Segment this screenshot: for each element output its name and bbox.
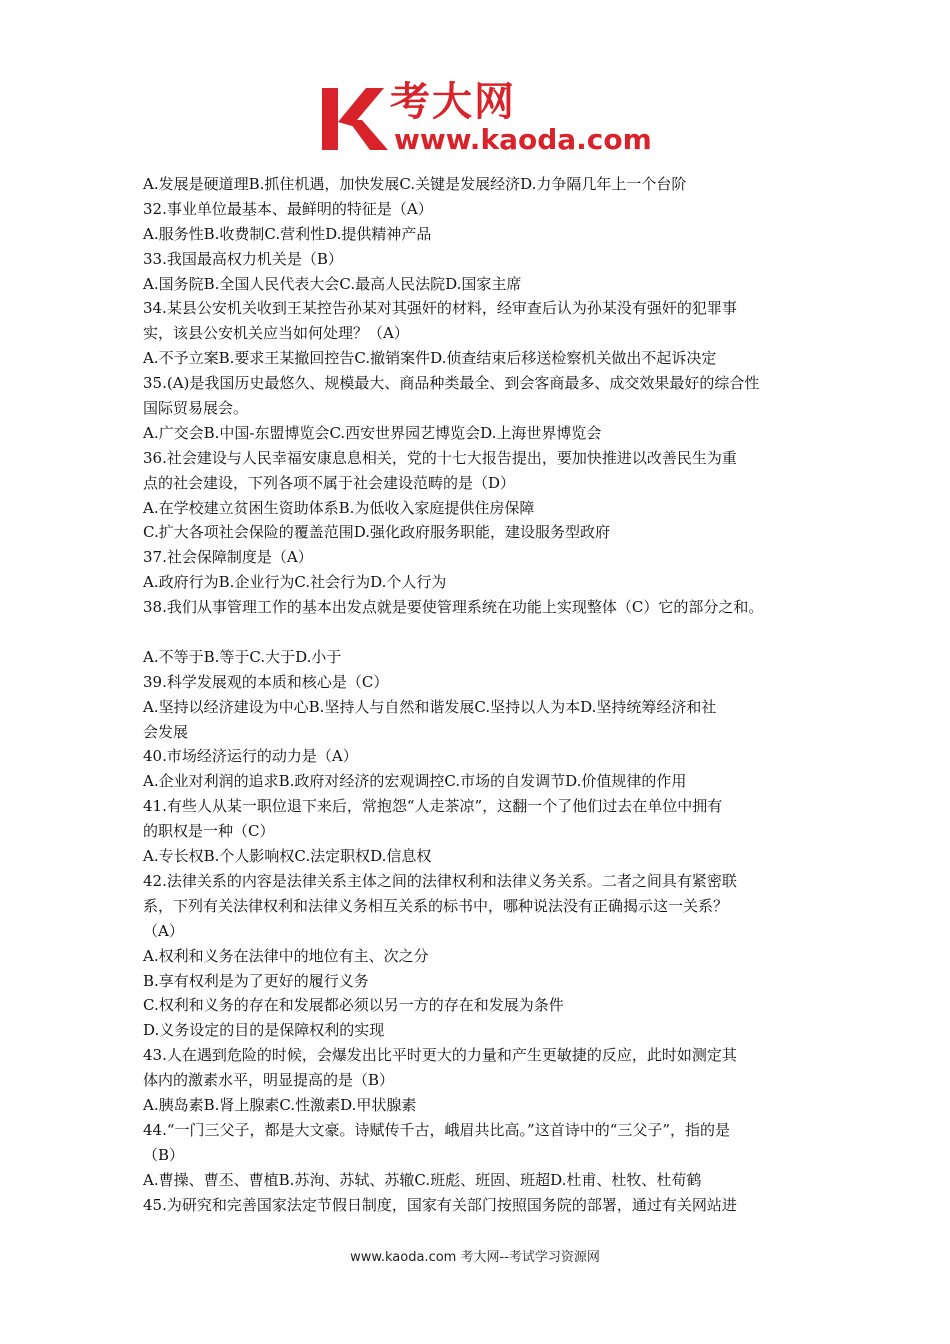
text-line: （A） <box>143 921 184 940</box>
text-line: D.义务设定的目的是保障权利的实现 <box>143 1021 385 1040</box>
text-line: A.曹操、曹丕、曹植B.苏洵、苏轼、苏辙C.班彪、班固、班超D.杜甫、杜牧、杜荀鹤 <box>143 1170 702 1189</box>
text-line: 45.为研究和完善国家法定节假日制度，国家有关部门按照国务院的部署，通过有关网站进 <box>143 1195 737 1214</box>
kaoda-logo <box>318 79 652 160</box>
text-line: 33.我国最高权力机关是（B） <box>143 249 343 268</box>
text-line: C.扩大各项社会保险的覆盖范围D.强化政府服务职能，建设服务型政府 <box>143 523 610 542</box>
text-line: A.不等于B.等于C.大于D.小于 <box>143 647 342 666</box>
logo-chinese-text: 考大网 <box>390 79 516 125</box>
text-line: A.在学校建立贫困生资助体系B.为低收入家庭提供住房保障 <box>143 498 535 517</box>
text-line: 系，下列有关法律权利和法律义务相互关系的标书中，哪种说法没有正确揭示这一关系？ <box>143 896 729 915</box>
text-line: 37.社会保障制度是（A） <box>143 548 313 567</box>
text-line: 会发展 <box>143 722 189 741</box>
text-line: 国际贸易展会。 <box>143 399 249 418</box>
text-line: 34.某县公安机关收到王某控告孙某对其强奸的材料，经审查后认为孙某没有强奸的犯罪事 <box>143 299 737 318</box>
logo-url-text: www.kaoda.com <box>394 123 652 156</box>
text-line: A.企业对利润的追求B.政府对经济的宏观调控C.市场的自发调节D.价值规律的作用 <box>143 772 687 791</box>
text-line: 42.法律关系的内容是法律关系主体之间的法律权利和法律义务关系。二者之间具有紧密联 <box>143 871 737 890</box>
text-line: 体内的激素水平，明显提高的是（B） <box>143 1071 395 1090</box>
text-line: A.专长权B.个人影响权C.法定职权D.信息权 <box>143 847 432 866</box>
text-line: A.国务院B.全国人民代表大会C.最高人民法院D.国家主席 <box>143 274 522 293</box>
text-line: 36.社会建设与人民幸福安康息息相关，党的十七大报告提出，要加快推进以改善民生为重 <box>143 448 737 467</box>
text-line: A.权利和义务在法律中的地位有主、次之分 <box>143 946 429 965</box>
text-line: 38.我们从事管理工作的基本出发点就是要使管理系统在功能上实现整体（C）它的部分之和。 <box>143 598 764 617</box>
text-line: 实，该县公安机关应当如何处理？（A） <box>143 324 409 343</box>
page-footer: www.kaoda.com 考大网--考试学习资源网 <box>350 1250 600 1265</box>
text-line: 44.“一门三父子，都是大文豪。诗赋传千古，峨眉共比高。”这首诗中的“三父子”，指的是 <box>143 1120 731 1139</box>
text-line: A.胰岛素B.肾上腺素C.性激素D.甲状腺素 <box>143 1095 417 1114</box>
text-line: 41.有些人从某一职位退下来后，常抱怨“人走茶凉”，这翻一个了他们过去在单位中拥有 <box>143 797 723 816</box>
text-line: （B） <box>143 1145 185 1164</box>
text-line: 43.人在遇到危险的时候，会爆发出比平时更大的力量和产生更敏捷的反应，此时如测定其 <box>143 1046 737 1065</box>
text-line: A.服务性B.收费制C.营利性D.提供精神产品 <box>143 224 432 243</box>
text-line: 40.市场经济运行的动力是（A） <box>143 747 358 766</box>
text-line: 点的社会建设，下列各项不属于社会建设范畴的是（D） <box>143 473 516 492</box>
text-line: A.不予立案B.要求王某撤回控告C.撤销案件D.侦查结束后移送检察机关做出不起诉决定 <box>143 349 717 368</box>
text-line: 的职权是一种（C） <box>143 822 275 841</box>
text-line <box>143 620 823 645</box>
text-line: 35.(A)是我国历史最悠久、规模最大、商品种类最全、到会客商最多、成交效果最好的综合性 <box>143 374 760 393</box>
question-content <box>143 172 823 1217</box>
text-line: A.坚持以经济建设为中心B.坚持人与自然和谐发展C.坚持以人为本D.坚持统筹经济和社 <box>143 697 717 716</box>
text-line: 32.事业单位最基本、最鲜明的特征是（A） <box>143 199 433 218</box>
logo-k-icon <box>318 80 398 160</box>
text-line: 39.科学发展观的本质和核心是（C） <box>143 672 389 691</box>
text-line: A.广交会B.中国-东盟博览会C.西安世界园艺博览会D.上海世界博览会 <box>143 423 602 442</box>
text-line: A.发展是硬道理B.抓住机遇，加快发展C.关键是发展经济D.力争隔几年上一个台阶 <box>143 175 687 193</box>
text-line: C.权利和义务的存在和发展都必须以另一方的存在和发展为条件 <box>143 996 564 1015</box>
text-line: A.政府行为B.企业行为C.社会行为D.个人行为 <box>143 573 447 592</box>
text-line: B.享有权利是为了更好的履行义务 <box>143 971 369 990</box>
